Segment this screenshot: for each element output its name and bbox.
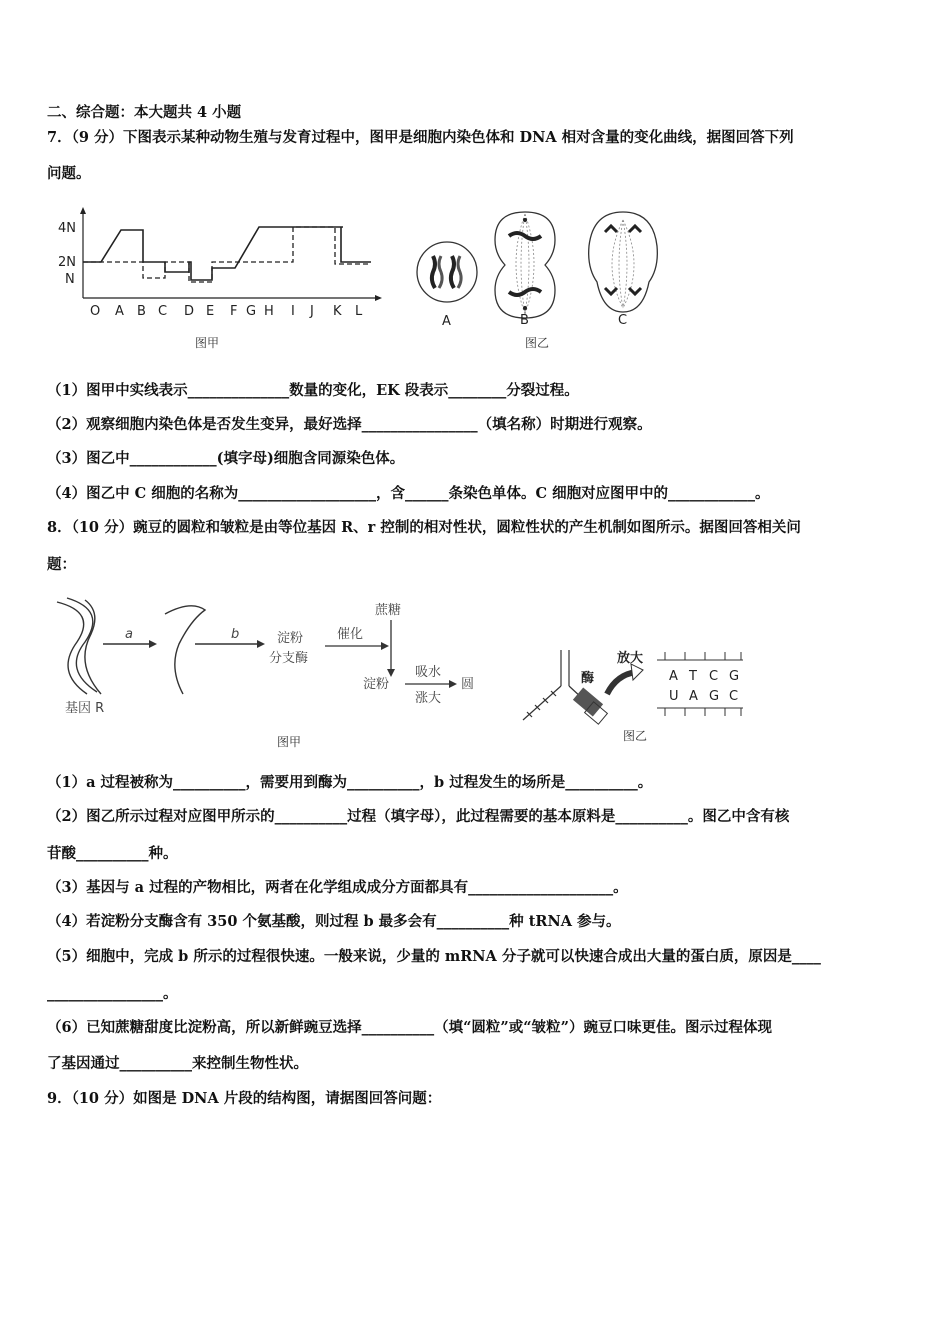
q8-stem-line2: 题：	[47, 556, 76, 573]
arrow-a-head	[149, 640, 157, 648]
q8-sub3: （3）基因与 a 过程的产物相比，两者在化学组成成分方面都具有____________________。	[47, 879, 628, 896]
q7-stem-line1: 7．（9 分）下图表示某种动物生殖与发育过程中，图甲是细胞内染色体和 DNA 相对含量的变化曲线，据图回答下列	[47, 129, 794, 146]
x-label-k: K	[333, 304, 342, 319]
arrow-b-head	[257, 640, 265, 648]
x-label-g: G	[246, 304, 257, 319]
x-label-h: H	[264, 304, 274, 319]
q7-sub1: （1）图甲中实线表示______________数量的变化，EK 段表示________分裂过程。	[47, 382, 579, 399]
catalyze-arrow-head	[381, 642, 389, 650]
y-label-4n: 4N	[58, 221, 76, 236]
enzyme-label: 酶	[581, 671, 595, 686]
x-label-i: I	[291, 304, 295, 319]
q7-sub4: （4）图乙中 C 细胞的名称为___________________，含______条染色单体。C 细胞对应图甲中的____________。	[47, 485, 770, 502]
base-top-1: A	[669, 669, 678, 684]
section-title: 二、综合题：本大题共 4 小题	[47, 104, 242, 121]
base-bottom-1: U	[669, 689, 679, 704]
mrna-strand	[165, 606, 205, 694]
x-axis-arrow	[375, 295, 382, 301]
enzyme-label-line2: 分支酶	[269, 651, 309, 666]
q7-sub3: （3）图乙中____________(填字母)细胞含同源染色体。	[47, 450, 405, 467]
q8-figure-yi	[515, 640, 755, 755]
q8-stem-line1: 8．（10 分）豌豆的圆粒和皱粒是由等位基因 R、r 控制的相对性状，圆粒性状的产生机制如图所示。据图回答相关问	[47, 519, 801, 536]
q8-sub5-line1: （5）细胞中，完成 b 所示的过程很快速。一般来说，少量的 mRNA 分子就可以快速合成出大量的蛋白质，原因是____	[47, 948, 821, 965]
x-label-l: L	[355, 304, 363, 319]
absorb-water-label: 吸水	[415, 665, 442, 680]
cell-label-b: B	[520, 313, 529, 328]
round-label: 圆	[461, 677, 475, 692]
q8-figure-caption-yi: 图乙	[623, 729, 648, 743]
q8-sub5-line2: ________________。	[47, 985, 178, 1002]
gene-label: 基因 R	[65, 701, 105, 716]
arrow-b-label: b	[231, 627, 240, 642]
q7-sub2: （2）观察细胞内染色体是否发生变异，最好选择________________（填名称）时期进行观察。	[47, 416, 652, 433]
y-label-n: N	[65, 272, 75, 287]
q8-sub1: （1）a 过程被称为__________，需要用到酶为__________，b 过程发生的场所是__________。	[47, 774, 653, 791]
base-top-2: T	[689, 669, 697, 684]
q8-sub6-line2: 了基因通过__________来控制生物性状。	[47, 1055, 308, 1072]
q8-figure-jia	[45, 590, 485, 760]
q8-sub4: （4）若淀粉分支酶含有 350 个氨基酸，则过程 b 最多会有__________种 tRNA 参与。	[47, 913, 621, 930]
base-top-4: G	[729, 669, 740, 684]
absorb-arrow-head	[449, 680, 457, 688]
y-axis-arrow	[80, 207, 86, 214]
x-label-o: O	[90, 304, 101, 319]
q7-figure-yi	[405, 200, 670, 360]
chromosome-dashed-line	[83, 227, 371, 282]
q8-sub2-line1: （2）图乙所示过程对应图甲所示的__________过程（填字母），此过程需要的基本原料是__________。图乙中含有核	[47, 808, 790, 825]
x-label-f: F	[230, 304, 238, 319]
arrow-a-label: a	[125, 627, 133, 642]
q8-sub6-line1: （6）已知蔗糖甜度比淀粉高，所以新鲜豌豆选择__________（填“圆粒”或“皱粒”）豌豆口味更佳。图示过程体现	[47, 1019, 772, 1036]
q8-sub2-line2: 苷酸__________种。	[47, 845, 178, 862]
x-label-c: C	[158, 304, 168, 319]
base-top-3: C	[709, 669, 719, 684]
cell-label-c: C	[618, 313, 628, 328]
sucrose-label: 蔗糖	[375, 603, 402, 618]
q9-stem: 9．（10 分）如图是 DNA 片段的结构图，请据图回答问题：	[47, 1090, 442, 1107]
x-label-b: B	[137, 304, 146, 319]
enzyme-label-line1: 淀粉	[277, 631, 304, 646]
base-pair-grid	[657, 652, 743, 716]
cell-label-a: A	[442, 314, 451, 329]
base-bottom-4: C	[729, 689, 739, 704]
magnify-arrow-head	[631, 664, 643, 680]
x-label-e: E	[206, 304, 215, 319]
base-bottom-2: A	[689, 689, 698, 704]
magnify-label: 放大	[617, 651, 644, 666]
cell-c	[589, 212, 658, 312]
starch-label: 淀粉	[363, 677, 390, 692]
y-label-2n: 2N	[58, 255, 76, 270]
sucrose-arrow-head	[387, 669, 395, 677]
figure-caption-jia: 图甲	[195, 336, 220, 350]
q7-figure-jia	[45, 205, 390, 355]
x-label-j: J	[310, 304, 314, 319]
catalyze-label: 催化	[337, 627, 364, 642]
gene-r-dna	[57, 598, 101, 694]
base-bottom-3: G	[709, 689, 720, 704]
x-label-d: D	[184, 304, 195, 319]
figure-caption-yi: 图乙	[525, 336, 550, 350]
swell-label: 涨大	[415, 691, 442, 706]
q8-figure-caption-jia: 图甲	[277, 735, 302, 749]
ribosome-shape	[573, 688, 603, 717]
q7-stem-line2: 问题。	[47, 165, 91, 182]
cell-a	[417, 242, 477, 302]
cell-b	[495, 212, 555, 318]
x-label-a: A	[115, 304, 124, 319]
dna-solid-line	[83, 227, 371, 280]
